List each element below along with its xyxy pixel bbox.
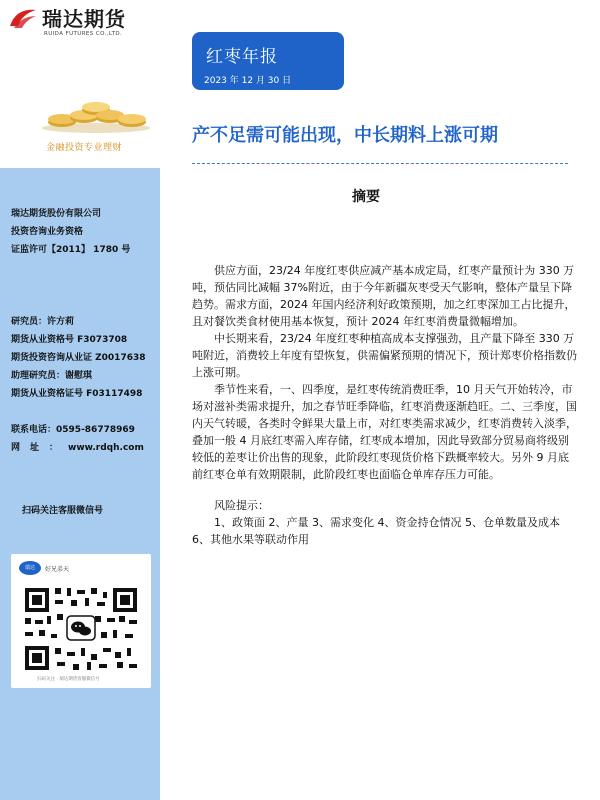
qr-brand: 好兄弟天 [45,566,70,573]
phone-number: 0595-86778969 [56,425,135,435]
sidebar-staff-line: 研究员：许方莉 [11,317,75,327]
abstract-title: 摘要 [352,189,380,205]
sidebar-company-line: 瑞达期货股份有限公司 [11,209,102,219]
sidebar-staff-line: 期货从业资格证号 F03117498 [11,389,143,399]
company-logo [8,4,158,44]
risk-text: 1、政策面 2、产量 3、需求变化 4、资金持仓情况 5、仓单数量及成本 6、其他水果等联动作用 [192,516,560,546]
phone-label: 联系电话： [11,425,57,435]
sidebar [0,168,160,800]
slogan: 金融投资专业理财 [46,143,123,153]
company-name: 瑞达期货 [42,7,126,31]
sidebar-website [11,440,144,453]
abstract-body [192,262,578,548]
website-url[interactable]: www.rdqh.com [68,443,144,453]
qr-caption: 扫码关注 · 瑞达期货客服微信号 [37,677,100,682]
ruida-logo-icon [8,6,38,30]
abstract-paragraph: 季节性来看，一、四季度，是红枣传统消费旺季，10 月天气开始转冷，市场对滋补类需求提升，加之春节旺季降临，红枣消费逐渐趋旺。二、三季度，国内天气转暖，各类时令鲜果大量上市，对红枣类需求减少，红枣消费转入淡季，叠加一般 4 月底红枣需入库存储，红枣成本增加，因此导致部分贸易商将级别较低的差枣让价出售的现象，此阶段红枣现货价格下跌概率较大。另外 9 月底前红枣仓单有效期限制，此阶段红枣也面临仓单库存压力可能。 [192,383,577,481]
sidebar-staff-line: 助理研究员：谢慰琪 [11,371,93,381]
sidebar-staff-line: 期货投资咨询从业证 Z0017638 [11,353,146,363]
report-headline: 产不足需可能出现，中长期料上涨可期 [192,125,498,146]
company-name-en: RUIDA FUTURES CO.,LTD. [44,31,123,37]
qr-code-icon[interactable] [23,586,139,672]
sidebar-staff-line: 期货从业资格号 F3073708 [11,335,128,345]
wechat-qr-card [11,554,151,688]
abstract-paragraph: 中长期来看，23/24 年度红枣种植高成本支撑强劲，且产量下降至 330 万吨附近，消费较上年度有望恢复，供需偏紧预期的情况下，预计郑枣价格指数仍上涨可期。 [192,332,577,379]
risk-title: 风险提示： [214,499,269,512]
website-label: 网址： [11,443,69,453]
abstract-paragraph: 供应方面，23/24 年度红枣供应减产基本成定局，红枣产量预计为 330 万吨，预估同比减幅 37%附近，由于今年新疆灰枣受天气影响，整体产量呈下降趋势。需求方面，2024 年国内经济利好政策预期，加之红枣深加工占比提升，且对餐饮类食材使用基本恢复，预计 2024 年红枣消费量微幅增加。 [192,264,576,328]
sidebar-company-line: 投资咨询业务资格 [11,227,84,237]
gold-coins-image [40,98,152,134]
report-date: 2023 年 12 月 30 日 [204,76,292,86]
headline-divider [192,163,568,164]
report-type: 红枣年报 [206,47,278,67]
qr-label: 扫码关注客服微信号 [22,506,104,516]
sidebar-company-line: 证监许可【2011】 1780 号 [11,245,131,255]
qr-badge: 瑞达 [19,561,41,575]
report-tag [192,32,344,90]
sidebar-phone [11,422,135,435]
